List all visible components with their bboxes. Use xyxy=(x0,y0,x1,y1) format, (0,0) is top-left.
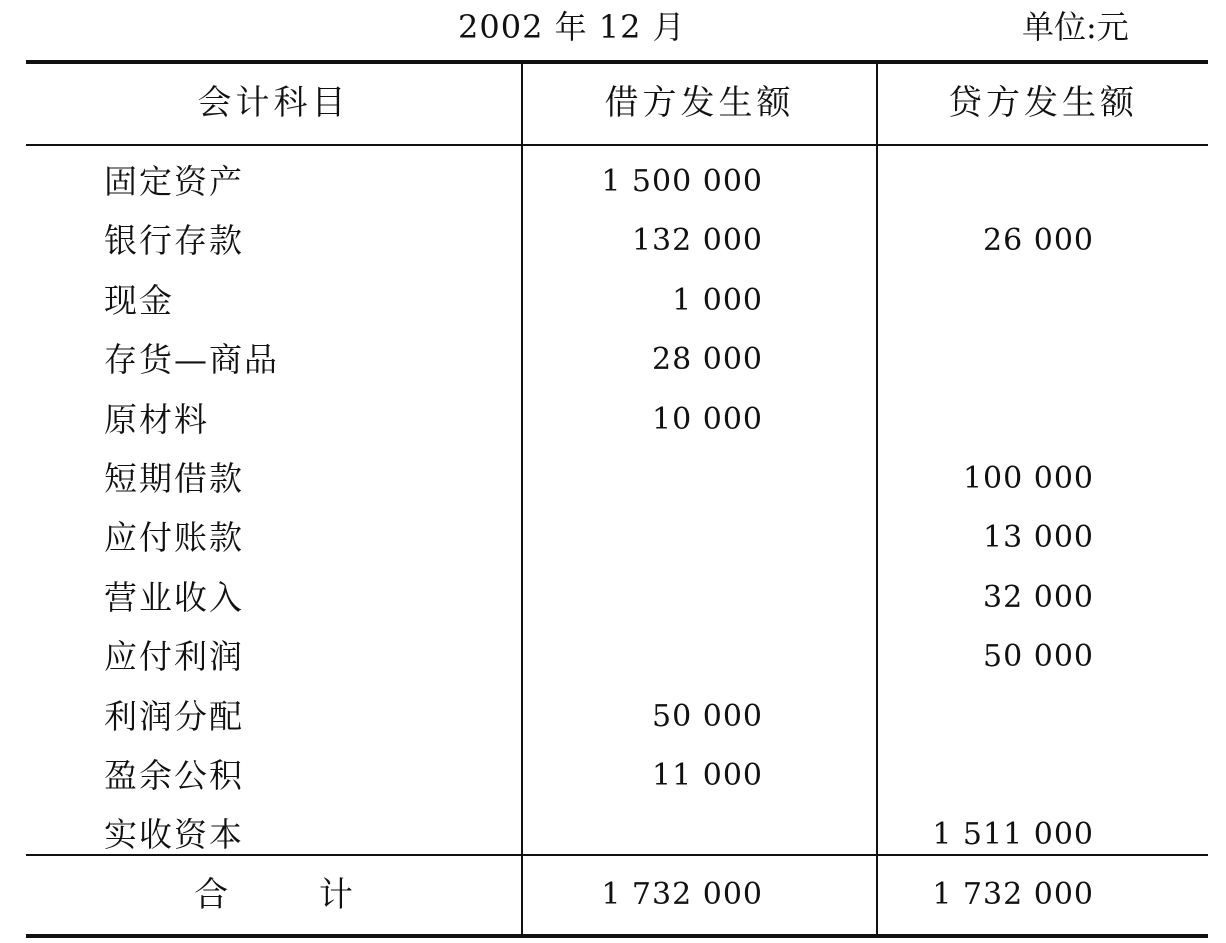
credit-amount xyxy=(878,154,1094,213)
total-label: 合 计 xyxy=(194,875,353,915)
trial-balance-table xyxy=(26,60,1208,938)
debit-amount: 1 500 000 xyxy=(601,164,763,199)
credit-amount: 50 000 xyxy=(983,639,1094,675)
table-row xyxy=(26,748,1208,807)
debit-amount: 11 000 xyxy=(652,757,763,793)
header-rule xyxy=(26,144,1208,146)
debit-amount: 10 000 xyxy=(652,401,763,437)
header-credit: 贷方发生额 xyxy=(948,83,1138,123)
account-name: 盈余公积 xyxy=(104,755,244,795)
credit-amount: 26 000 xyxy=(983,223,1094,259)
debit-amount: 28 000 xyxy=(652,342,763,378)
table-row xyxy=(26,570,1208,629)
table-row xyxy=(26,629,1208,688)
credit-amount xyxy=(878,689,1094,748)
table-row xyxy=(26,807,1208,854)
table-row xyxy=(26,451,1208,510)
table-row xyxy=(26,213,1208,272)
account-name: 利润分配 xyxy=(104,696,244,736)
total-debit-amount: 1 732 000 xyxy=(601,877,763,912)
debit-amount: 1 000 xyxy=(672,282,763,318)
credit-amount: 32 000 xyxy=(983,579,1094,615)
debit-amount xyxy=(523,629,763,688)
table-body xyxy=(26,154,1208,854)
bottom-rule xyxy=(26,934,1208,938)
table-row xyxy=(26,689,1208,748)
credit-amount xyxy=(878,748,1094,807)
debit-amount xyxy=(523,510,763,569)
debit-amount xyxy=(523,807,763,854)
table-row xyxy=(26,273,1208,332)
account-name: 营业收入 xyxy=(104,577,244,617)
table-row xyxy=(26,332,1208,391)
total-credit-amount: 1 732 000 xyxy=(932,877,1094,912)
credit-amount: 1 511 000 xyxy=(932,817,1094,853)
debit-amount xyxy=(523,451,763,510)
account-name: 固定资产 xyxy=(104,162,244,201)
credit-amount xyxy=(878,332,1094,391)
credit-amount: 100 000 xyxy=(962,460,1094,496)
header-account: 会计科目 xyxy=(197,83,350,123)
unit-label: 单位:元 xyxy=(1022,8,1129,46)
credit-amount xyxy=(878,273,1094,332)
credit-amount xyxy=(878,392,1094,451)
table-row xyxy=(26,510,1208,569)
account-name: 银行存款 xyxy=(104,221,244,261)
account-name: 存货—商品 xyxy=(104,340,279,380)
account-name: 短期借款 xyxy=(104,458,244,498)
credit-amount: 13 000 xyxy=(983,520,1094,556)
debit-amount: 50 000 xyxy=(652,698,763,734)
total-row xyxy=(26,856,1208,934)
table-row xyxy=(26,154,1208,213)
header-debit: 借方发生额 xyxy=(604,83,795,123)
account-name: 应付账款 xyxy=(104,518,244,558)
account-name: 现金 xyxy=(104,280,174,320)
table-row xyxy=(26,392,1208,451)
debit-amount: 132 000 xyxy=(631,223,763,259)
account-name: 原材料 xyxy=(104,399,209,439)
period-label: 2002 年 12 月 xyxy=(458,8,686,46)
top-rule xyxy=(26,60,1208,64)
table-caption xyxy=(0,0,1226,52)
debit-amount xyxy=(523,570,763,629)
account-name: 实收资本 xyxy=(104,815,244,854)
account-name: 应付利润 xyxy=(104,637,244,677)
